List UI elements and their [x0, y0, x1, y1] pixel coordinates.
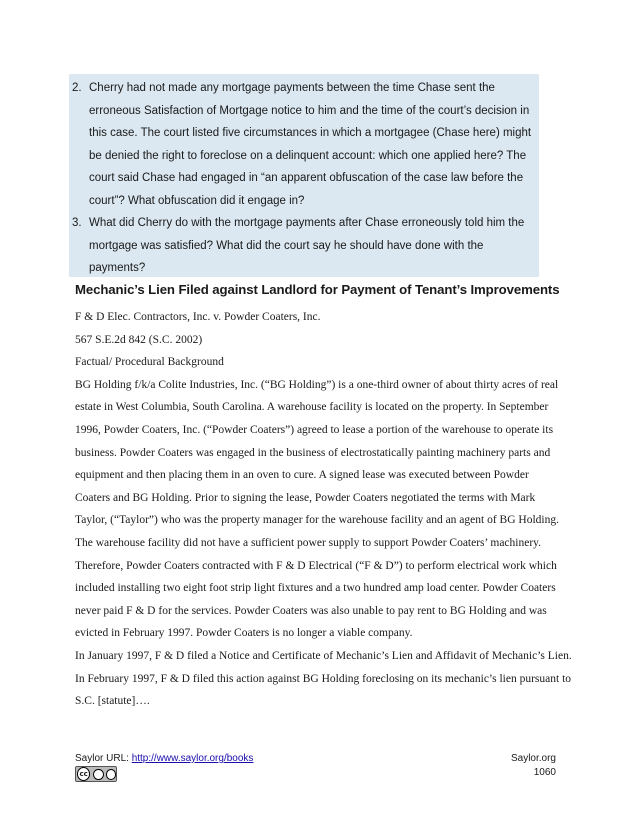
footer-site: Saylor.org: [510, 753, 556, 764]
question-line: Cherry had not made any mortgage payments between the time Chase sent the: [89, 82, 495, 94]
question-number: 2.: [72, 82, 82, 94]
subsection-label: Factual/ Procedural Background: [75, 356, 224, 369]
question-line: this case. The court listed five circumstances in which a mortgagee (Chase here) might: [89, 127, 532, 139]
question-line: mortgage was satisfied? What did the court say he should have done with the: [89, 239, 484, 252]
body-line: BG Holding f/k/a Colite Industries, Inc. (“BG Holding”) is a one-third owner of about thirty acres of real: [75, 378, 559, 391]
question-line: court”? What obfuscation did it engage in?: [89, 194, 305, 207]
page-number: 1060: [533, 767, 556, 778]
question-number: 3.: [72, 217, 82, 229]
discussion-questions-box: [69, 74, 539, 277]
question-line: erroneous Satisfaction of Mortgage notice to him and the time of the court’s decision in: [89, 104, 530, 117]
body-line: In January 1997, F & D filed a Notice and Certificate of Mechanic’s Lien and Affidavit of Mechanic’s Lien.: [75, 649, 572, 662]
footer-source: [75, 752, 253, 766]
creative-commons-badge-icon: [75, 766, 117, 782]
case-title: F & D Elec. Contractors, Inc. v. Powder Coaters, Inc.: [75, 311, 321, 323]
question-line: What did Cherry do with the mortgage payments after Chase erroneously told him the: [89, 217, 525, 229]
attribution-icon: [93, 769, 103, 780]
footer-page-info: [511, 752, 556, 780]
footer-url-link[interactable]: http://www.saylor.org/books: [131, 753, 254, 764]
body-line: Taylor, (“Taylor”) who was the property manager for the warehouse facility and an agent of BG Holding.: [75, 514, 559, 527]
body-line: included installing two eight foot strip light fixtures and a two hundred amp load center. Powder Coaters: [75, 582, 556, 595]
body-line: equipment and then placing them in an oven to cure. A signed lease was executed between Powder: [75, 469, 529, 482]
body-line: business. Powder Coaters was engaged in the business of electrostatically painting machinery parts and: [75, 446, 551, 459]
body-line: Therefore, Powder Coaters contracted with F & D Electrical (“F & D”) to perform electrical work which: [75, 559, 557, 572]
body-line: The warehouse facility did not have a sufficient power supply to support Powder Coaters’ machinery.: [75, 536, 542, 549]
case-text: [75, 306, 572, 713]
body-line: Coaters and BG Holding. Prior to signing the lease, Powder Coaters negotiated the terms with Mark: [75, 491, 536, 504]
body-line: evicted in February 1997. Powder Coaters is no longer a viable company.: [75, 627, 413, 640]
body-line: S.C. [statute]….: [75, 695, 150, 708]
body-line: never paid F & D for the services. Powder Coaters was also unable to pay rent to BG Holding and was: [75, 604, 547, 617]
footer-url-label: Saylor URL:: [75, 753, 132, 764]
section-heading: Mechanic’s Lien Filed against Landlord for Payment of Tenant’s Improvements: [75, 282, 560, 297]
body-line: In February 1997, F & D filed this action against BG Holding foreclosing on its mechanic’s lien pursuant to: [75, 672, 572, 685]
question-line: court said Chase had engaged in “an apparent obfuscation of the case law before the: [89, 172, 524, 184]
case-citation: 567 S.E.2d 842 (S.C. 2002): [75, 333, 203, 346]
noncommercial-icon: [106, 769, 116, 780]
question-line: be denied the right to foreclose on a delinquent account: which one applied here? The: [89, 149, 527, 162]
question-line: payments?: [89, 262, 146, 274]
body-line: 1996, Powder Coaters, Inc. (“Powder Coaters”) agreed to lease a portion of the warehouse to operate its: [75, 423, 554, 436]
cc-logo-icon: cc: [77, 767, 90, 781]
body-line: estate in West Columbia, South Carolina. A warehouse facility is located on the property. In September: [75, 401, 549, 414]
